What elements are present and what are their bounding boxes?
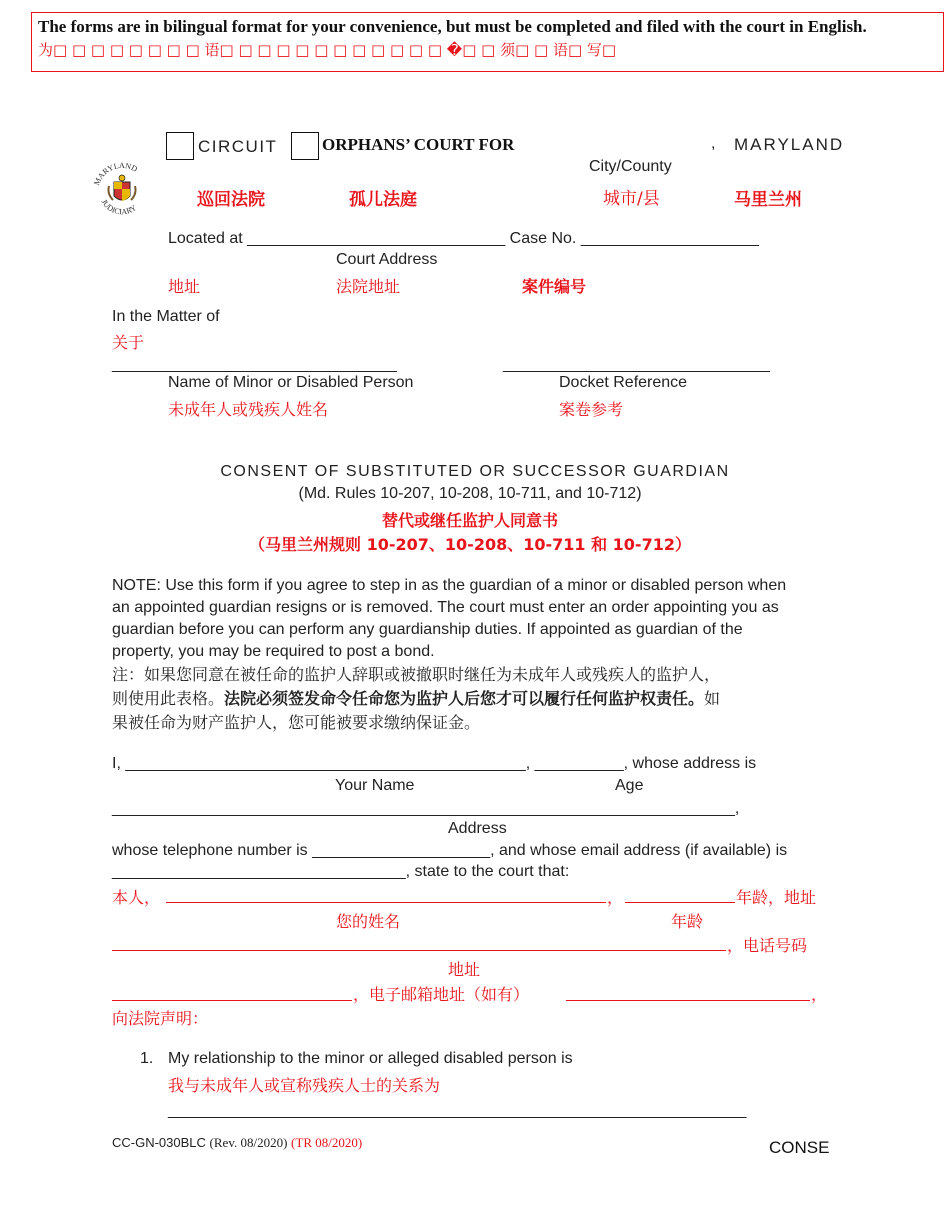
docket-reference-label: Docket Reference bbox=[559, 374, 688, 391]
docket-reference-field[interactable]: ______________________________ bbox=[503, 356, 770, 373]
item-1-number: 1. bbox=[140, 1050, 154, 1067]
zh-age-address-label: 年龄，地址 bbox=[736, 888, 817, 907]
note-line-2: an appointed guardian resigns or is removed. The court must enter an order appointing you as bbox=[112, 599, 779, 616]
footer-right-label: CONSE bbox=[769, 1138, 830, 1157]
docket-reference-label-zh: 案卷参考 bbox=[559, 400, 624, 419]
telephone-email-line[interactable]: whose telephone number is ____________________, and whose email address (if available) is bbox=[112, 842, 788, 859]
seal-text-bottom: JUDICIARY bbox=[99, 197, 139, 217]
zh-address-label: 地址 bbox=[448, 960, 481, 979]
circuit-label-zh: 巡回法院 bbox=[197, 190, 265, 210]
minor-name-label-zh: 未成年人或残疾人姓名 bbox=[168, 400, 329, 419]
age-label: Age bbox=[615, 777, 644, 794]
note-zh-line-1: 注：如果您同意在被任命的监护人辞职或被撤职时继任为未成年人或残疾人的监护人， bbox=[112, 665, 721, 684]
address-label-zh: 地址 bbox=[168, 277, 201, 296]
zh-address-underline[interactable] bbox=[112, 950, 726, 951]
zh-name-prefix: 本人， bbox=[112, 888, 161, 907]
address-field[interactable]: ______________________________________________________________________, bbox=[112, 800, 740, 817]
case-no-label-zh: 案件编号 bbox=[522, 277, 587, 296]
relationship-field[interactable]: _________________________________________________________________ bbox=[168, 1102, 747, 1119]
court-address-label-zh: 法院地址 bbox=[336, 277, 401, 296]
note-zh-line-2a: 则使用此表格。 bbox=[112, 689, 225, 708]
email-field[interactable]: _________________________________, state to the court that: bbox=[112, 863, 570, 880]
form-code: CC-GN-030BLC bbox=[112, 1135, 206, 1150]
zh-telephone-label: ，电话号码 bbox=[727, 936, 808, 955]
zh-age-underline[interactable] bbox=[625, 902, 735, 903]
matter-label: In the Matter of bbox=[112, 308, 220, 325]
your-name-label: Your Name bbox=[335, 777, 415, 794]
form-revision: (Rev. 08/2020) bbox=[209, 1135, 288, 1150]
note-line-1: NOTE: Use this form if you agree to step in as the guardian of a minor or disabled person when bbox=[112, 577, 787, 594]
city-county-label-zh: 城市/县 bbox=[603, 189, 660, 209]
maryland-judiciary-seal bbox=[90, 158, 154, 226]
item-1-text: My relationship to the minor or alleged disabled person is bbox=[168, 1050, 573, 1067]
address-label: Address bbox=[448, 820, 507, 837]
zh-state-to-court: 向法院声明： bbox=[112, 1009, 209, 1028]
seal-text-top: MARYLAND bbox=[92, 160, 139, 187]
note-zh-line-3: 果被任命为财产监护人，您可能被要求缴纳保证金。 bbox=[112, 713, 481, 732]
circuit-label: CIRCUIT bbox=[198, 137, 278, 156]
zh-email-underline[interactable] bbox=[566, 1000, 810, 1001]
form-translation-date: (TR 08/2020) bbox=[291, 1135, 363, 1150]
orphans-court-checkbox[interactable] bbox=[291, 132, 319, 160]
form-title-zh: 替代或继任监护人同意书 bbox=[381, 511, 558, 530]
note-line-3: guardian before you can perform any guardianship duties. If appointed as guardian of the bbox=[112, 621, 743, 638]
header-comma: , bbox=[711, 135, 716, 152]
located-at-case-no-line[interactable]: Located at _____________________________ Case No. ____________________ bbox=[168, 230, 759, 247]
zh-email-comma: ， bbox=[811, 985, 828, 1004]
form-title: CONSENT OF SUBSTITUTED OR SUCCESSOR GUARDIAN bbox=[220, 463, 730, 480]
zh-email-label: ，电子邮箱地址（如有） bbox=[353, 985, 530, 1004]
notice-chinese: 为□ □ □ □ □ □ □ □ 语□ □ □ □ □ □ □ □ □ □ □ □ �□ □ 须□ □ 语□ 写□ bbox=[38, 41, 617, 59]
minor-name-label: Name of Minor or Disabled Person bbox=[168, 374, 414, 391]
svg-text:JUDICIARY bbox=[99, 198, 138, 217]
notice-english: The forms are in bilingual format for your convenience, but must be completed and filed with the court in English. bbox=[38, 17, 867, 36]
coat-of-arms-icon bbox=[109, 175, 136, 201]
name-age-line[interactable]: I, _____________________________________________, __________, whose address is bbox=[112, 755, 757, 772]
form-rules-zh: （马里兰州规则 10-207、10-208、10-711 和 10-712） bbox=[249, 535, 691, 554]
item-1-text-zh: 我与未成年人或宣称残疾人士的关系为 bbox=[168, 1076, 441, 1095]
maryland-label: MARYLAND bbox=[734, 135, 845, 154]
bilingual-notice bbox=[31, 12, 944, 72]
maryland-label-zh: 马里兰州 bbox=[734, 190, 802, 210]
note-chinese bbox=[112, 663, 852, 735]
note-line-4: property, you may be required to post a bond. bbox=[112, 643, 435, 660]
zh-name-underline[interactable] bbox=[166, 902, 606, 903]
note-zh-line-2b: 法院必须签发命令任命您为监护人后您才可以履行任何监护权责任。 bbox=[224, 689, 705, 708]
orphans-court-label-zh: 孤儿法庭 bbox=[349, 190, 417, 210]
note-zh-line-2c: 如 bbox=[704, 689, 721, 708]
minor-name-field[interactable]: ________________________________ bbox=[112, 356, 397, 373]
matter-label-zh: 关于 bbox=[112, 333, 145, 352]
zh-age-label: 年龄 bbox=[671, 912, 704, 931]
footer-form-id bbox=[112, 1135, 362, 1151]
zh-your-name-label: 您的姓名 bbox=[336, 912, 401, 931]
city-county-label: City/County bbox=[589, 158, 672, 175]
court-address-label: Court Address bbox=[336, 251, 438, 268]
zh-telephone-underline[interactable] bbox=[112, 1000, 352, 1001]
form-rules: (Md. Rules 10-207, 10-208, 10-711, and 10-712) bbox=[298, 485, 642, 502]
orphans-court-label: ORPHANS’ COURT FOR bbox=[322, 135, 515, 154]
zh-name-comma: ， bbox=[607, 888, 624, 907]
note-english bbox=[112, 575, 852, 663]
circuit-checkbox[interactable] bbox=[166, 132, 194, 160]
note-zh-line-2 bbox=[112, 687, 852, 711]
